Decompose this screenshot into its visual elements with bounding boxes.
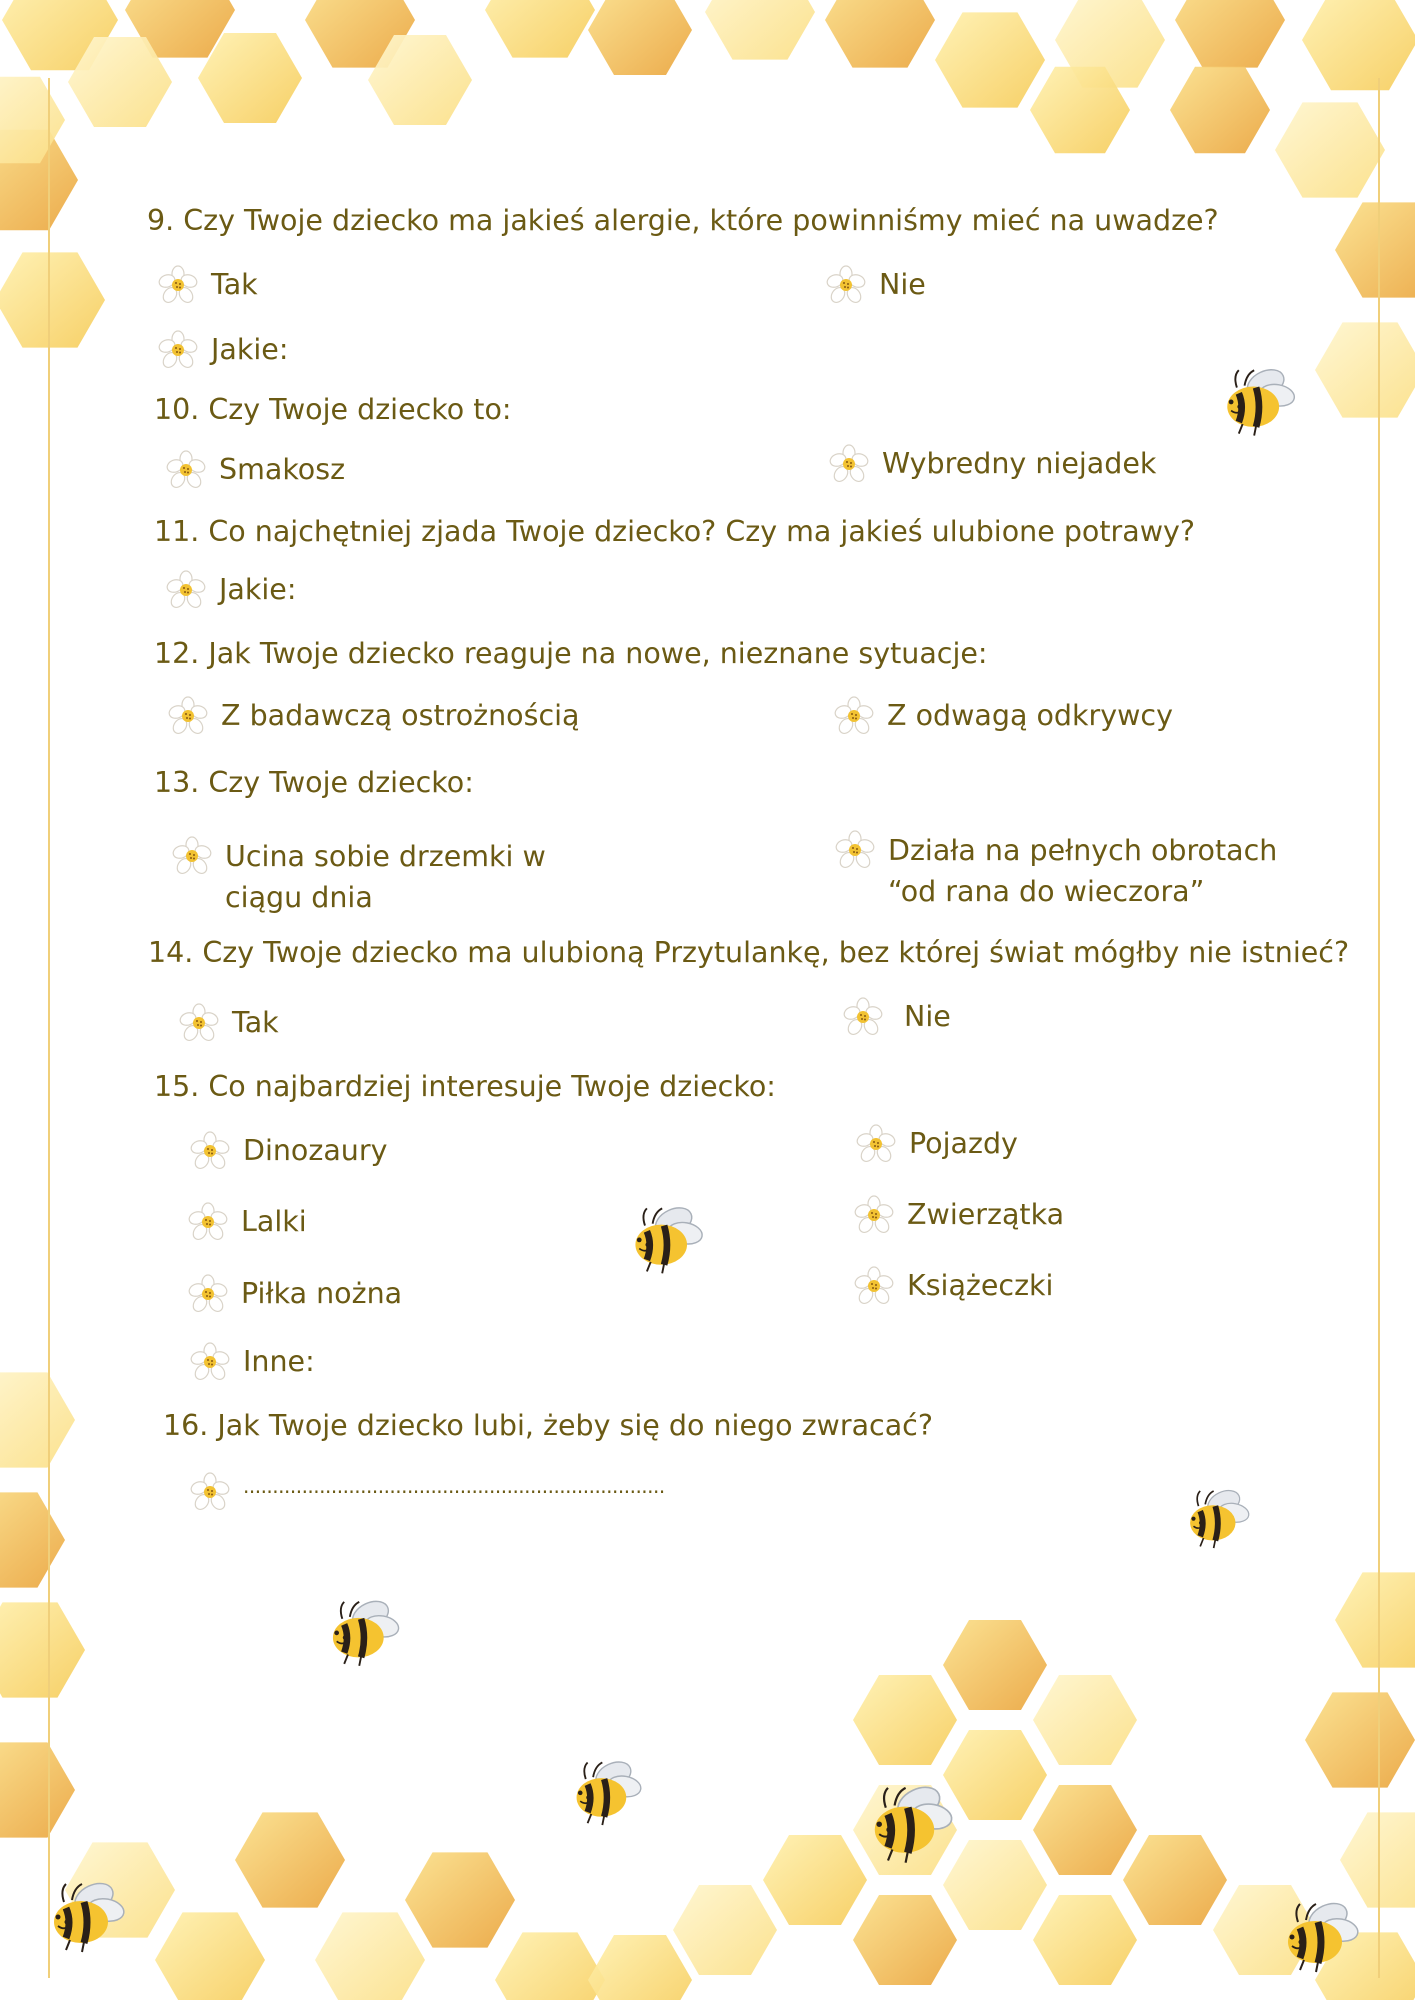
flower-icon: [171, 836, 213, 878]
flower-icon: [165, 570, 207, 612]
option-q14-nie[interactable]: Nie: [842, 997, 951, 1039]
honeycomb-cell: [2, 0, 118, 70]
option-q9-jakie[interactable]: Jakie:: [157, 330, 288, 372]
flower-icon: [189, 1131, 231, 1173]
bee-icon: [1270, 1890, 1370, 1980]
flower-icon: [167, 696, 209, 738]
bee-icon: [560, 1748, 652, 1834]
flower-icon: [825, 265, 867, 307]
bee-icon: [316, 1588, 410, 1674]
question-14: 14. Czy Twoje dziecko ma ulubioną Przytulankę, bez której świat mógłby nie istnieć?: [148, 936, 1350, 969]
flower-icon: [853, 1266, 895, 1308]
option-q11-jakie[interactable]: Jakie:: [165, 570, 296, 612]
honeycomb-cell: [1175, 0, 1285, 68]
flower-icon: [842, 997, 884, 1039]
bee-icon: [36, 1870, 136, 1960]
question-12: 12. Jak Twoje dziecko reaguje na nowe, nieznane sytuacje:: [154, 637, 988, 670]
honeycomb-cell: [588, 0, 692, 75]
flower-icon: [189, 1472, 231, 1514]
bee-icon: [1175, 1478, 1259, 1556]
option-q15-pojazdy[interactable]: Pojazdy: [855, 1124, 1018, 1166]
option-q10-wybredny[interactable]: Wybredny niejadek: [828, 444, 1156, 486]
honeycomb-cell: [705, 0, 815, 60]
option-q15-lalki[interactable]: Lalki: [187, 1202, 307, 1244]
option-q15-dinozaury[interactable]: Dinozaury: [189, 1131, 387, 1173]
honeycomb-cell: [1055, 0, 1165, 88]
option-q15-zwierzatka[interactable]: Zwierzątka: [853, 1195, 1064, 1237]
question-13: 13. Czy Twoje dziecko:: [154, 766, 474, 799]
question-9: 9. Czy Twoje dziecko ma jakieś alergie, które powinniśmy mieć na uwadze?: [147, 204, 1219, 237]
option-q16-answer-line[interactable]: ........................................................................: [189, 1472, 665, 1514]
flower-icon: [165, 450, 207, 492]
honeycomb-cell: [305, 0, 415, 68]
bee-with-flower-icon: [618, 1195, 714, 1281]
honeycomb-cell: [1302, 0, 1415, 90]
flower-icon: [157, 330, 199, 372]
question-11: 11. Co najchętniej zjada Twoje dziecko? Czy ma jakieś ulubione potrawy?: [154, 515, 1196, 548]
option-q13-obroty[interactable]: Działa na pełnych obrotach “od rana do wieczora”: [834, 830, 1318, 912]
option-q10-smakosz[interactable]: Smakosz: [165, 450, 345, 492]
flower-icon: [855, 1124, 897, 1166]
question-16: 16. Jak Twoje dziecko lubi, żeby się do niego zwracać?: [163, 1409, 933, 1442]
flower-icon: [853, 1195, 895, 1237]
option-q9-nie[interactable]: Nie: [825, 265, 926, 307]
option-q15-pilka-nozna[interactable]: Piłka nożna: [187, 1274, 402, 1316]
honeycomb-cell: [485, 0, 595, 58]
flower-icon: [834, 830, 876, 872]
question-15: 15. Co najbardziej interesuje Twoje dziecko:: [154, 1070, 776, 1103]
bee-icon: [855, 1772, 965, 1872]
flower-icon: [157, 265, 199, 307]
flower-icon: [833, 696, 875, 738]
bee-icon: [1210, 356, 1306, 444]
honeycomb-cell: [125, 0, 235, 58]
flower-icon: [187, 1202, 229, 1244]
option-q12-ostroznosc[interactable]: Z badawczą ostrożnością: [167, 696, 580, 738]
question-10: 10. Czy Twoje dziecko to:: [154, 393, 512, 426]
option-q9-tak[interactable]: Tak: [157, 265, 258, 307]
option-q12-odwaga[interactable]: Z odwagą odkrywcy: [833, 696, 1173, 738]
option-q14-tak[interactable]: Tak: [178, 1003, 279, 1045]
honeycomb-cell: [825, 0, 935, 68]
option-q15-ksiazeczki[interactable]: Książeczki: [853, 1266, 1053, 1308]
option-q13-drzemki[interactable]: Ucina sobie drzemki w ciągu dnia: [171, 836, 625, 918]
option-q15-inne[interactable]: Inne:: [189, 1342, 315, 1384]
flower-icon: [828, 444, 870, 486]
flower-icon: [187, 1274, 229, 1316]
flower-icon: [178, 1003, 220, 1045]
flower-icon: [189, 1342, 231, 1384]
